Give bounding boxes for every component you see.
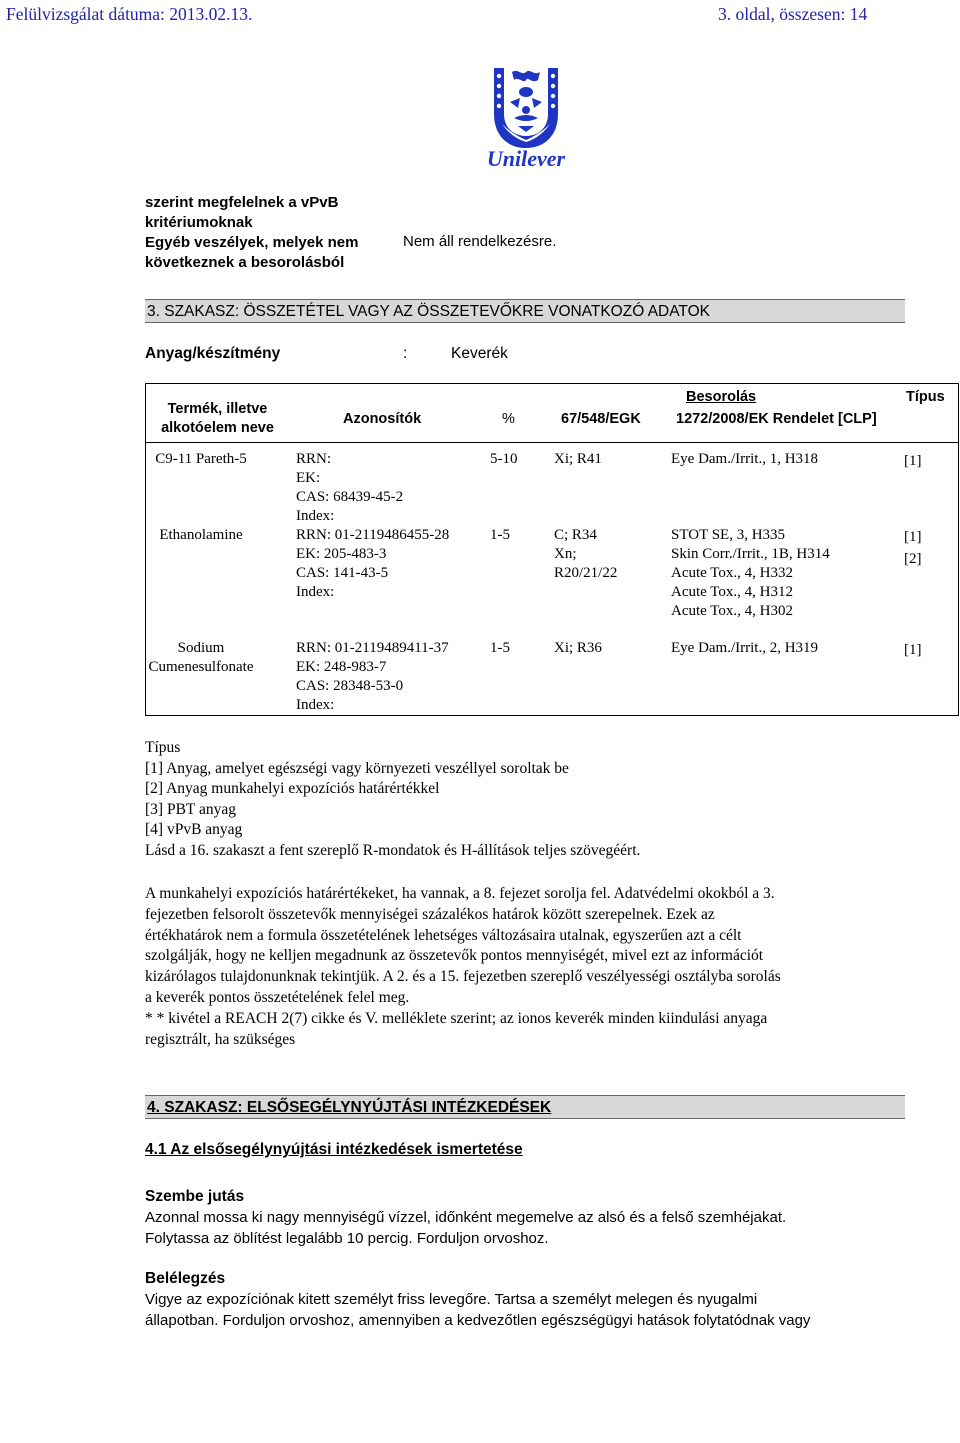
inhalation-line: Vigye az expozíciónak kitett személyt friss levegőre. Tartsa a személyt melegen és nyugalmi <box>145 1291 758 1308</box>
paragraph-line: értékhatárok nem a formula összetételének lehetséges változásaira utalnak, egyszerűen azt a célt <box>145 926 742 944</box>
header-type: Típus <box>906 389 945 405</box>
label-line: kritériumoknak <box>145 214 253 231</box>
row-identifiers: RRN: 01-2119486455-28 EK: 205-483-3 CAS: 141-43-5 Index: <box>296 527 450 600</box>
paragraph-line: * * kivétel a REACH 2(7) cikke és V. melléklete szerint; az ionos keverék minden kiindulási anyaga <box>145 1009 768 1027</box>
row-percent: 5-10 <box>490 451 518 467</box>
row-type: [1] <box>904 453 922 469</box>
row-eec: C; R34 Xn; R20/21/22 <box>554 527 618 581</box>
header-identifiers: Azonosítók <box>343 411 422 427</box>
note-line: Típus <box>145 739 181 756</box>
row-identifiers: RRN: EK: CAS: 68439-45-2 Index: <box>296 451 404 524</box>
row-percent: 1-5 <box>490 527 510 543</box>
paragraph-line: regisztrált, ha szükséges <box>145 1030 296 1048</box>
note-line: [2] Anyag munkahelyi expozíciós határértékkel <box>145 780 440 798</box>
previous-row-value: Nem áll rendelkezésre. <box>403 233 557 250</box>
section4-title: 4. SZAKASZ: ELSŐSEGÉLYNYÚJTÁSI INTÉZKEDÉSEK <box>145 1095 905 1119</box>
paragraph-line: A munkahelyi expozíciós határértékeket, ha vannak, a 8. fejezet sorolja fel. Adatvédelmi okokból a 3. <box>145 885 775 902</box>
row-name: Ethanolamine <box>159 527 243 543</box>
note-line: [1] Anyag, amelyet egészségi vagy környezeti veszéllyel soroltak be <box>145 759 569 777</box>
row-type: [1] [2] <box>904 529 922 567</box>
unilever-wordmark: Unilever <box>486 146 566 171</box>
header-product: Termék, illetve alkotóelem neve <box>161 401 274 436</box>
row-clp: Eye Dam./Irrit., 2, H319 <box>671 640 819 656</box>
paragraph-line: a keverék pontos összetételének felel meg. <box>145 988 410 1006</box>
header-clp: 1272/2008/EK Rendelet [CLP] <box>676 411 877 427</box>
row-percent: 1-5 <box>490 640 510 656</box>
label-line: Egyéb veszélyek, melyek nem <box>145 234 359 251</box>
inhalation-block <box>145 1268 925 1331</box>
label-line: szerint megfelelnek a vPvB <box>145 194 339 211</box>
header-classification: Besorolás <box>686 389 757 405</box>
composition-table <box>145 383 959 716</box>
exposure-paragraph <box>145 884 905 1050</box>
page-info: 3. oldal, összesen: 14 <box>718 4 868 24</box>
substance-label: Anyag/készítmény <box>145 345 281 362</box>
eye-contact-heading: Szembe jutás <box>145 1188 245 1205</box>
header-separator <box>146 442 958 443</box>
row-identifiers: RRN: 01-2119489411-37 EK: 248-983-7 CAS: 28348-53-0 Index: <box>296 640 449 713</box>
inhalation-heading: Belélegzés <box>145 1270 226 1287</box>
substance-colon: : <box>403 345 408 362</box>
note-line: [3] PBT anyag <box>145 800 236 818</box>
paragraph-line: fejezetben felsorolt összetevők mennyiségei százalékos határok között szerepelnek. Ezek az <box>145 905 715 923</box>
unilever-logo <box>472 62 580 172</box>
label-line: következnek a besorolásból <box>145 254 345 271</box>
row-clp: Eye Dam./Irrit., 1, H318 <box>671 451 819 467</box>
paragraph-line: kizárólagos tulajdonunknak tekintjük. A 2. és a 15. fejezetben szereplő veszélyességi osztályba sorolás <box>145 968 781 986</box>
header-eec: 67/548/EGK <box>561 411 641 427</box>
paragraph-line: szolgálják, hogy ne kelljen megadnunk az összetevők pontos mennyiségét, mivel ezt az információt <box>145 947 764 965</box>
type-notes <box>145 738 640 862</box>
row-name: C9-11 Pareth-5 <box>155 451 247 467</box>
row-name: Sodium Cumenesulfonate <box>148 640 254 675</box>
row-eec: Xi; R36 <box>554 640 602 656</box>
row-type: [1] <box>904 642 922 658</box>
note-line: Lásd a 16. szakaszt a fent szereplő R-mondatok és H-állítások teljes szövegéért. <box>145 841 641 859</box>
eye-contact-block <box>145 1186 925 1249</box>
note-line: [4] vPvB anyag <box>145 821 243 839</box>
section3-title: 3. SZAKASZ: ÖSSZETÉTEL VAGY AZ ÖSSZETEVŐKRE VONATKOZÓ ADATOK <box>145 299 905 323</box>
section4-subtitle: 4.1 Az elsősegélynyújtási intézkedések ismertetése <box>145 1141 523 1158</box>
substance-value: Keverék <box>451 345 508 362</box>
eye-contact-line: Azonnal mossa ki nagy mennyiségű vízzel, időnként megemelve az alsó és a felső szemhéjakat. <box>145 1209 787 1226</box>
row-eec: Xi; R41 <box>554 451 602 467</box>
inhalation-line: állapotban. Forduljon orvoshoz, amennyiben a kedvezőtlen egészségügyi hatások folytatódnak vagy <box>145 1312 811 1329</box>
header-percent: % <box>502 411 515 427</box>
revision-date: Felülvizsgálat dátuma: 2013.02.13. <box>6 4 253 24</box>
eye-contact-line: Folytassa az öblítést legalább 10 percig. Forduljon orvoshoz. <box>145 1230 549 1247</box>
previous-row-labels <box>145 193 385 273</box>
row-clp: STOT SE, 3, H335 Skin Corr./Irrit., 1B, H314 Acute Tox., 4, H332 Acute Tox., 4, H312 Acute Tox., 4, H302 <box>671 527 830 619</box>
